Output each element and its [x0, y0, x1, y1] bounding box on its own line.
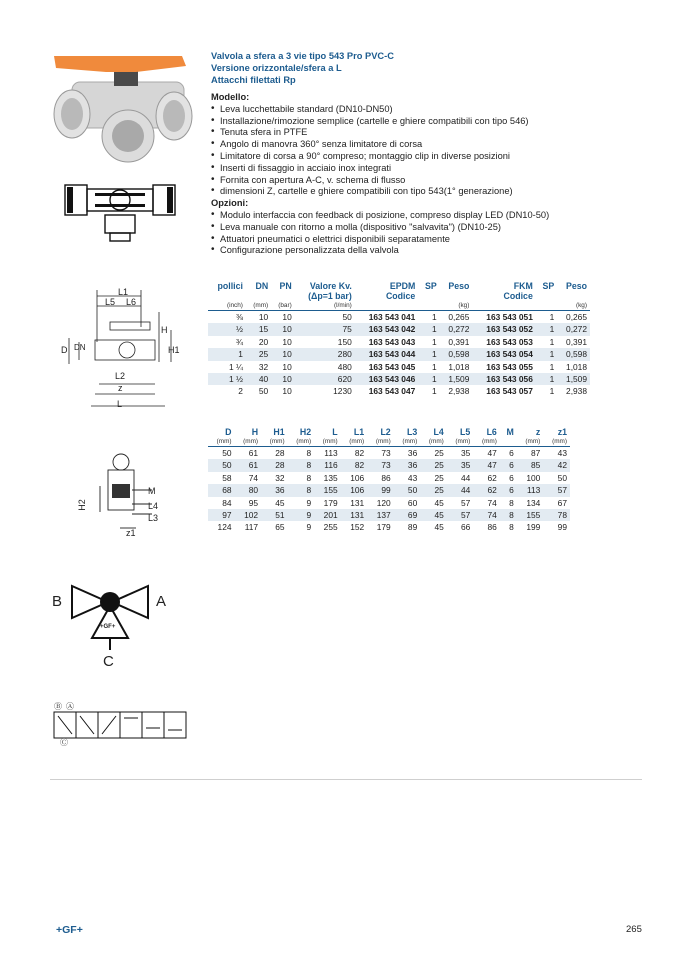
- dim-label-z1: z1: [126, 528, 136, 538]
- column-header: [418, 301, 439, 311]
- table-cell: 85: [517, 459, 544, 471]
- column-header: [500, 437, 517, 447]
- table-cell: 10: [271, 373, 295, 385]
- opzioni-heading: Opzioni:: [211, 198, 249, 209]
- table-cell: 155: [314, 484, 341, 496]
- table-cell: 8: [509, 522, 514, 533]
- column-header: (mm): [375, 438, 391, 445]
- table-cell: 32: [258, 361, 269, 372]
- table-cell: 69: [394, 509, 421, 521]
- table-cell: 9: [288, 509, 315, 521]
- dim-label-z: z: [118, 383, 123, 393]
- bullet-item: • Fornita con apertura A-C, v. schema di flusso: [211, 175, 651, 187]
- table-cell: 36: [261, 484, 288, 496]
- page-number: 265: [626, 924, 642, 935]
- table-cell: 106: [341, 484, 368, 496]
- table-cell: 2,938: [448, 386, 470, 397]
- table-cell: 8: [306, 472, 312, 483]
- table-cell: 61: [248, 448, 259, 458]
- table-cell: 117: [244, 522, 259, 533]
- table-cell: 58: [222, 472, 232, 483]
- bullet-item: • Inserti di fissaggio in acciaio inox integrati: [211, 163, 651, 175]
- table-cell: 152: [350, 522, 365, 533]
- table-cell: 8: [306, 448, 312, 458]
- table-cell: 8: [288, 484, 315, 496]
- column-header: (mm): [253, 302, 269, 309]
- table-cell: 131: [341, 509, 368, 521]
- column-header: [208, 291, 246, 301]
- table-cell: 57: [543, 484, 570, 496]
- column-header: PN: [279, 281, 292, 291]
- table-cell: 6: [500, 484, 517, 496]
- dim-label-l4: L4: [148, 501, 159, 511]
- table-cell: 135: [323, 472, 338, 483]
- table-cell: 8: [288, 459, 315, 471]
- column-header: SP: [424, 281, 437, 291]
- table-cell: 57: [460, 497, 471, 508]
- column-header: DN: [255, 281, 269, 291]
- table-cell: 28: [261, 459, 288, 471]
- column-header: L3: [406, 427, 418, 437]
- dim-label-l1: L1: [118, 287, 129, 297]
- column-header: L1: [353, 427, 365, 437]
- table-cell: 1: [549, 312, 555, 322]
- table-codes-header: [208, 281, 590, 291]
- dim-label-dn: DN: [74, 343, 86, 352]
- bullet-item: • Installazione/rimozione semplice (cartelle e ghiere compatibili con tipo 546): [211, 116, 651, 128]
- table-cell: 0,272: [440, 323, 473, 335]
- table-cell: 163 543 047: [368, 386, 416, 397]
- table-cell: 42: [543, 459, 570, 471]
- dim-label-h: H: [161, 325, 168, 335]
- column-header: (mm): [269, 438, 285, 445]
- table-cell: 1: [208, 348, 246, 360]
- flow-label-c: C: [103, 653, 114, 670]
- flow-label-gf: +GF+: [100, 624, 116, 630]
- table-row: [208, 509, 570, 521]
- table-cell: 1: [536, 373, 557, 385]
- table-cell: 50: [342, 312, 352, 322]
- table-cell: 86: [381, 472, 391, 483]
- table-dimensions: [208, 427, 570, 534]
- table-cell: 0,272: [557, 323, 590, 335]
- table-cell: 1 ½: [208, 373, 246, 385]
- table-cell: 1230: [333, 386, 352, 397]
- column-header: (mm): [349, 438, 365, 445]
- table-cell: 68: [208, 484, 235, 496]
- column-header: (bar): [278, 302, 292, 309]
- table-cell: 10: [282, 312, 292, 322]
- table-cell: 50: [258, 386, 269, 397]
- bullet-item: • Configurazione personalizzata della valvola: [211, 245, 651, 257]
- table-cell: 163 543 044: [355, 348, 419, 360]
- title-line-3: Attacchi filettati Rp: [211, 75, 296, 85]
- table-cell: 50: [222, 448, 232, 458]
- column-header: (mm): [525, 438, 541, 445]
- table-cell: 82: [354, 448, 365, 458]
- table-cell: 25: [420, 484, 447, 496]
- table-cell: 87: [530, 448, 541, 458]
- column-header: (mm): [552, 438, 567, 445]
- table-row: [208, 336, 590, 348]
- table-cell: 102: [235, 509, 262, 521]
- scheme-label-a: Ⓐ: [66, 702, 74, 711]
- table-cell: 10: [258, 312, 269, 322]
- column-header: [355, 301, 419, 311]
- table-cell: 45: [434, 497, 444, 508]
- table-cell: 20: [258, 336, 269, 347]
- table-cell: 179: [376, 522, 391, 533]
- column-header: (mm): [428, 438, 444, 445]
- table-cell: 80: [235, 484, 262, 496]
- title-line-2: Versione orizzontale/sfera a L: [211, 63, 342, 73]
- table-cell: 280: [295, 348, 355, 360]
- column-header: (l/min): [334, 302, 352, 309]
- column-header: SP: [542, 281, 555, 291]
- table-cell: 134: [526, 497, 541, 508]
- bullet-item: • Limitatore di corsa a 90° compreso; montaggio clip in diverse posizioni: [211, 151, 651, 163]
- dim-label-l3: L3: [148, 513, 159, 523]
- column-header: (mm): [216, 438, 232, 445]
- table-row: [208, 459, 570, 471]
- table-cell: 100: [526, 472, 541, 483]
- table-cell: 113: [324, 448, 338, 458]
- table-cell: 120: [376, 497, 391, 508]
- table-cell: 131: [350, 497, 365, 508]
- table-cell: 106: [350, 472, 365, 483]
- column-header: L2: [380, 427, 391, 437]
- column-header: [472, 301, 536, 311]
- dim-label-h2: H2: [76, 499, 87, 511]
- table-row: [208, 373, 590, 385]
- table-cell: 0,391: [448, 336, 470, 347]
- table-cell: 1,018: [566, 361, 587, 372]
- product-title: [211, 50, 631, 86]
- dim-label-l6: L6: [126, 297, 137, 307]
- table-row: [208, 311, 590, 324]
- table-cell: 1: [432, 312, 437, 322]
- table-cell: 86: [487, 522, 497, 533]
- table-cell: 36: [394, 459, 421, 471]
- table-cell: 82: [341, 459, 368, 471]
- table-cell: 45: [434, 522, 444, 533]
- title-line-1: Valvola a sfera a 3 vie tipo 543 Pro PVC-C: [211, 51, 394, 61]
- features-block: [211, 92, 651, 257]
- column-header: [440, 291, 473, 301]
- column-header: Peso: [448, 281, 470, 291]
- table-cell: 10: [271, 323, 295, 335]
- table-cell: 67: [557, 497, 567, 508]
- column-header: [557, 291, 590, 301]
- table-cell: 163 543 051: [486, 312, 533, 322]
- dim-label-h1: H1: [168, 345, 180, 355]
- table-cell: 43: [557, 448, 567, 458]
- table-cell: 163 543 043: [368, 336, 416, 347]
- table-cell: 163 543 057: [486, 386, 533, 397]
- table-cell: 89: [407, 522, 418, 533]
- table-cell: 199: [526, 522, 541, 533]
- bullet-item: • Modulo interfaccia con feedback di posizione, compreso display LED (DN10-50): [211, 210, 651, 222]
- table-cell: 65: [275, 522, 285, 533]
- flow-label-b: B: [52, 593, 63, 610]
- table-cell: 255: [323, 522, 338, 533]
- table-cell: 8: [500, 509, 517, 521]
- bullet-item: • Tenuta sfera in PTFE: [211, 127, 651, 139]
- table-cell: 25: [434, 448, 444, 458]
- table-cell: 47: [487, 448, 497, 458]
- table-cell: ½: [208, 323, 246, 335]
- bullet-item: • Angolo di manovra 360° senza limitatore di corsa: [211, 139, 651, 151]
- table-cell: 163 543 055: [486, 361, 533, 372]
- valve-section-drawing: [55, 175, 185, 247]
- table-cell: 1: [549, 336, 555, 347]
- table-codes-units: [208, 301, 590, 311]
- footer-logo: +GF+: [56, 924, 83, 936]
- table-cell: 74: [248, 472, 259, 483]
- table-row: [208, 497, 570, 509]
- table-cell: 163 543 045: [368, 361, 416, 372]
- scheme-label-b: Ⓑ: [54, 702, 62, 711]
- table-cell: 179: [323, 497, 338, 508]
- table-cell: 163 543 056: [472, 373, 536, 385]
- table-cell: 6: [509, 448, 514, 458]
- table-cell: 66: [460, 522, 471, 533]
- table-cell: 99: [557, 522, 567, 533]
- table-cell: 9: [306, 522, 312, 533]
- column-header: (mm): [322, 438, 338, 445]
- column-header: EPDM: [389, 281, 416, 291]
- table-cell: 75: [295, 323, 355, 335]
- table-cell: 50: [557, 472, 567, 483]
- table-cell: 0,265: [448, 312, 470, 322]
- table-row: [208, 361, 590, 373]
- column-header: FKM: [513, 281, 533, 291]
- table-row: [208, 447, 570, 460]
- column-header: M: [506, 427, 514, 437]
- column-header: (kg): [575, 302, 587, 309]
- table-cell: 1: [432, 386, 437, 397]
- opzioni-list: [211, 210, 651, 257]
- column-header: L5: [460, 427, 471, 437]
- table-row: [208, 323, 590, 335]
- table-codes-header2: [208, 291, 590, 301]
- table-cell: 0,391: [566, 336, 587, 347]
- table-cell: 36: [407, 448, 418, 458]
- column-header: [246, 291, 271, 301]
- table-cell: 51: [261, 509, 288, 521]
- column-header: (Δp=1 bar): [308, 291, 352, 301]
- modello-list: [211, 104, 651, 198]
- table-cell: 35: [447, 459, 474, 471]
- column-header: [536, 301, 557, 311]
- table-cell: 45: [275, 497, 285, 508]
- column-header: (mm): [455, 438, 471, 445]
- column-header: L6: [486, 427, 497, 437]
- table-cell: 28: [275, 448, 285, 458]
- column-header: L4: [433, 427, 444, 437]
- table-row: [208, 385, 590, 397]
- column-header: pollici: [217, 281, 243, 291]
- table-cell: 0,598: [440, 348, 473, 360]
- table-cell: 10: [282, 361, 292, 372]
- table-cell: 45: [420, 509, 447, 521]
- table-cell: 6: [500, 459, 517, 471]
- table-cell: 0,265: [566, 312, 587, 322]
- table-row: [208, 484, 570, 496]
- table-cell: 1: [432, 336, 437, 347]
- table-cell: 116: [314, 459, 341, 471]
- table-cell: 44: [460, 472, 471, 483]
- modello-heading: Modello:: [211, 92, 250, 102]
- column-header: z: [535, 427, 541, 437]
- table-cell: 6: [509, 472, 514, 483]
- switching-scheme: [52, 710, 188, 740]
- dim-label-l5: L5: [105, 297, 116, 307]
- table-cell: 0,598: [557, 348, 590, 360]
- dim-label-l: L: [117, 399, 123, 409]
- table-cell: 10: [271, 348, 295, 360]
- column-header: (mm): [481, 438, 497, 445]
- table-cell: 74: [487, 497, 497, 508]
- table-cell: 47: [473, 459, 500, 471]
- table-cell: 35: [460, 448, 471, 458]
- table-cell: 10: [282, 336, 292, 347]
- table-dimensions-units: [208, 437, 570, 447]
- table-cell: 1: [549, 386, 555, 397]
- column-header: (mm): [402, 438, 418, 445]
- table-codes-wrap: [208, 281, 590, 398]
- column-header: Codice: [503, 291, 533, 301]
- table-cell: 1,018: [448, 361, 470, 372]
- table-cell: 163 543 042: [355, 323, 419, 335]
- table-cell: 62: [487, 472, 497, 483]
- column-header: Codice: [385, 291, 416, 301]
- table-cell: 1: [418, 373, 439, 385]
- table-cell: 155: [517, 509, 544, 521]
- table-cell: 73: [381, 448, 391, 458]
- column-header: (mm): [243, 438, 259, 445]
- table-cell: 124: [217, 522, 232, 533]
- table-row: [208, 521, 570, 533]
- column-header: [418, 291, 439, 301]
- table-cell: 99: [367, 484, 394, 496]
- table-cell: 40: [246, 373, 271, 385]
- table-dimensions-header: [208, 427, 570, 437]
- table-cell: 25: [420, 459, 447, 471]
- flow-diagram: [68, 582, 158, 652]
- column-header: (inch): [226, 302, 243, 309]
- table-cell: 480: [337, 361, 352, 372]
- table-cell: 137: [367, 509, 394, 521]
- table-cell: 163 543 052: [472, 323, 536, 335]
- table-cell: 8: [509, 497, 514, 508]
- table-cell: 43: [407, 472, 418, 483]
- table-cell: 163 543 053: [486, 336, 533, 347]
- table-cell: 78: [543, 509, 570, 521]
- table-cell: 1: [536, 348, 557, 360]
- bullet-item: • Leva manuale con ritorno a molla (dispositivo "salvavita") (DN10-25): [211, 222, 651, 234]
- bullet-item: • Attuatori pneumatici o elettrici disponibili separatamente: [211, 234, 651, 246]
- table-cell: 1,509: [557, 373, 590, 385]
- column-header: D: [225, 427, 232, 437]
- dim-label-d: D: [61, 345, 68, 355]
- column-header: [536, 291, 557, 301]
- column-header: L: [332, 427, 338, 437]
- table-cell: 50: [394, 484, 421, 496]
- table-cell: 1: [432, 361, 437, 372]
- table-cell: 1,509: [440, 373, 473, 385]
- table-cell: 25: [246, 348, 271, 360]
- scheme-label-c: Ⓒ: [60, 738, 68, 747]
- table-cell: 620: [295, 373, 355, 385]
- table-cell: 163 543 054: [472, 348, 536, 360]
- valve-photo: [44, 48, 194, 166]
- table-cell: 150: [337, 336, 352, 347]
- table-cell: 74: [473, 509, 500, 521]
- table-row: [208, 348, 590, 360]
- table-cell: 32: [275, 472, 285, 483]
- table-cell: 73: [367, 459, 394, 471]
- column-header: (mm): [296, 438, 312, 445]
- table-cell: 25: [434, 472, 444, 483]
- dim-label-m: M: [148, 486, 156, 496]
- bullet-item: • dimensioni Z, cartelle e ghiere compatibili con tipo 543(1° generazione): [211, 186, 651, 198]
- column-header: Valore Kv.: [309, 281, 352, 291]
- table-cell: 1 ¼: [228, 361, 243, 372]
- table-dimensions-wrap: [208, 427, 570, 534]
- table-cell: 1: [418, 348, 439, 360]
- column-header: z1: [557, 427, 567, 437]
- table-cell: 61: [235, 459, 262, 471]
- bullet-item: • Leva lucchettabile standard (DN10-DN50): [211, 104, 651, 116]
- table-cell: 1: [549, 361, 555, 372]
- table-cell: 60: [407, 497, 418, 508]
- table-cell: 10: [282, 386, 292, 397]
- table-cell: 9: [306, 497, 312, 508]
- table-cell: 15: [246, 323, 271, 335]
- table-cell: 97: [208, 509, 235, 521]
- table-cell: 163 543 041: [368, 312, 416, 322]
- table-cell: 62: [473, 484, 500, 496]
- table-cell: ¾: [235, 336, 243, 347]
- table-cell: 113: [517, 484, 544, 496]
- table-cell: 1: [536, 323, 557, 335]
- table-cell: 2: [238, 386, 243, 397]
- table-cell: 50: [208, 459, 235, 471]
- table-cell: 201: [314, 509, 341, 521]
- table-row: [208, 472, 570, 484]
- table-codes: [208, 281, 590, 398]
- table-cell: 44: [447, 484, 474, 496]
- table-cell: ⅜: [235, 312, 243, 322]
- column-header: Peso: [565, 281, 587, 291]
- column-header: H1: [273, 427, 285, 437]
- column-header: H2: [299, 427, 312, 437]
- footer-divider: [50, 779, 642, 780]
- table-cell: 163 543 046: [355, 373, 419, 385]
- table-cell: 2,938: [566, 386, 587, 397]
- table-cell: 57: [447, 509, 474, 521]
- table-cell: 1: [418, 323, 439, 335]
- table-cell: 84: [222, 497, 232, 508]
- table-cell: 95: [248, 497, 259, 508]
- column-header: H: [251, 427, 259, 437]
- column-header: [271, 291, 295, 301]
- flow-label-a: A: [156, 593, 167, 610]
- column-header: (kg): [458, 302, 470, 309]
- dim-label-l2: L2: [115, 371, 126, 381]
